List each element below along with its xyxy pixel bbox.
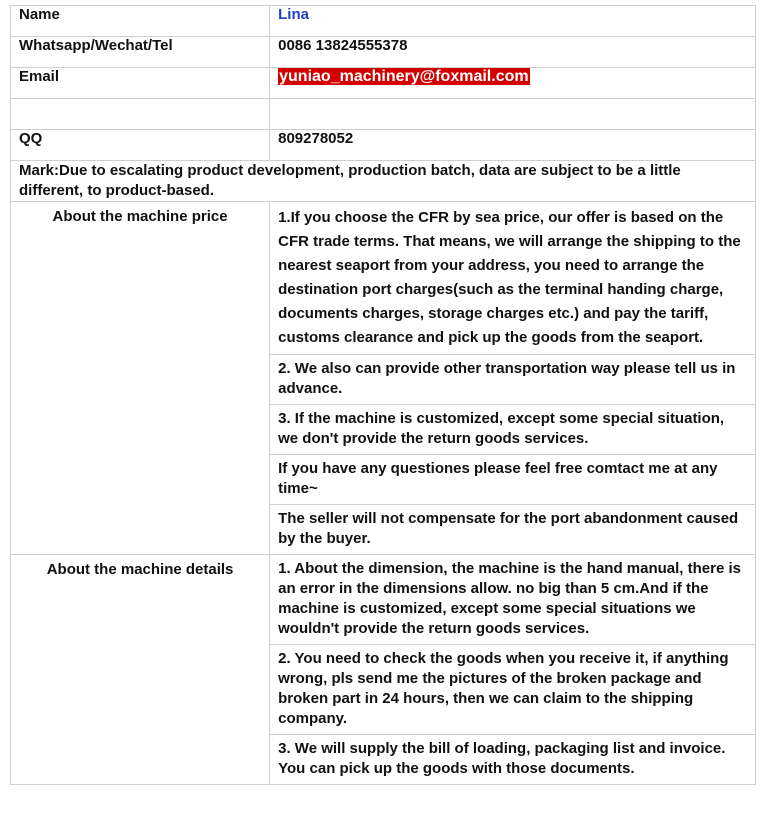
details-section-label: About the machine details bbox=[11, 555, 270, 785]
price-item-4: If you have any questiones please feel free comtact me at any time~ bbox=[270, 455, 756, 505]
details-row-1 bbox=[11, 555, 756, 645]
details-item-2: 2. You need to check the goods when you receive it, if anything wrong, pls send me the pictures of the broken package and broken part in 24 hours, then we can claim to the shipping company. bbox=[270, 645, 756, 735]
price-item-1: 1.If you choose the CFR by sea price, our offer is based on the CFR trade terms. That means, we will arrange the shipping to the nearest seaport from your address, you need to arrange the destination port charges(such as the terminal handing charge, documents charges, storage charges etc.) and pay the tariff, customs clearance and pick up the goods from the seaport. bbox=[270, 202, 756, 355]
name-row bbox=[11, 6, 756, 37]
empty-cell-left bbox=[11, 99, 270, 130]
name-label: Name bbox=[11, 6, 270, 37]
price-item-5: The seller will not compensate for the port abandonment caused by the buyer. bbox=[270, 505, 756, 555]
phone-label: Whatsapp/Wechat/Tel bbox=[11, 37, 270, 68]
seller-info-table bbox=[10, 5, 756, 785]
email-row bbox=[11, 68, 756, 99]
email-label: Email bbox=[11, 68, 270, 99]
email-value[interactable]: yuniao_machinery@foxmail.com bbox=[279, 68, 529, 85]
mark-row bbox=[11, 161, 756, 202]
price-item-3: 3. If the machine is customized, except some special situation, we don't provide the return goods services. bbox=[270, 405, 756, 455]
qq-label: QQ bbox=[11, 130, 270, 161]
qq-value: 809278052 bbox=[270, 130, 756, 161]
details-item-3: 3. We will supply the bill of loading, packaging list and invoice. You can pick up the goods with those documents. bbox=[270, 735, 756, 785]
price-item-2: 2. We also can provide other transportation way please tell us in advance. bbox=[270, 355, 756, 405]
qq-row bbox=[11, 130, 756, 161]
mark-note: Mark:Due to escalating product development, production batch, data are subject to be a little different, to product-based. bbox=[11, 161, 756, 202]
phone-value: 0086 13824555378 bbox=[270, 37, 756, 68]
price-row-1 bbox=[11, 202, 756, 355]
email-cell bbox=[270, 68, 756, 99]
details-item-1: 1. About the dimension, the machine is the hand manual, there is an error in the dimensions allow. no big than 5 cm.And if the machine is customized, except some special situations we wouldn't provide the return goods services. bbox=[270, 555, 756, 645]
empty-cell-right bbox=[270, 99, 756, 130]
empty-row bbox=[11, 99, 756, 130]
name-value: Lina bbox=[270, 6, 756, 37]
phone-row bbox=[11, 37, 756, 68]
price-section-label: About the machine price bbox=[11, 202, 270, 555]
